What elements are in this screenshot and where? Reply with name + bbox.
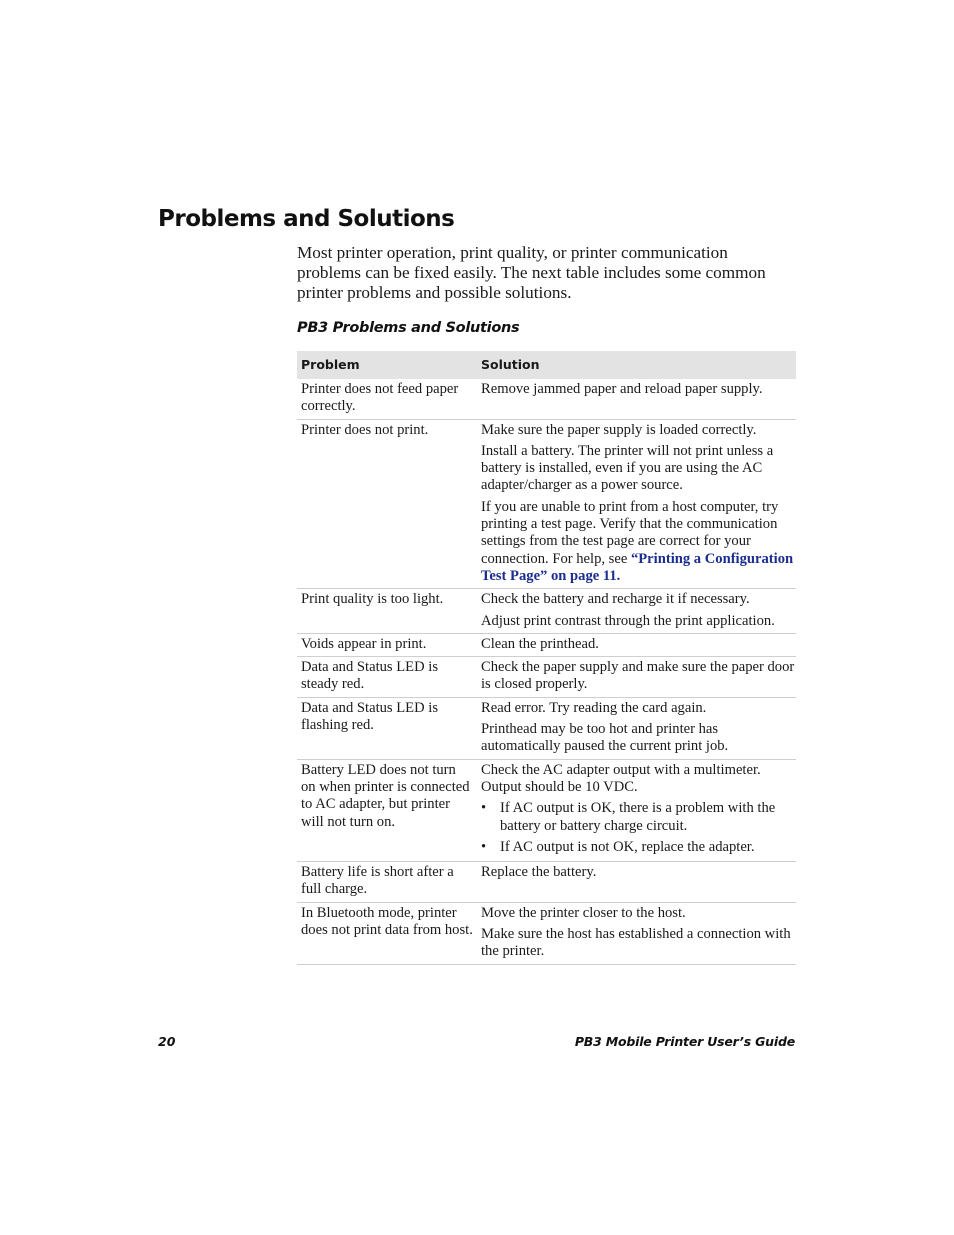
problem-cell: Data and Status LED is flashing red. [297,697,477,759]
solution-text: Check the battery and recharge it if necessary. [481,591,750,608]
solution-text: Install a battery. The printer will not print unless a battery is installed, even if you are using the AC adapter/charger as a power source. [481,442,774,494]
problem-cell: Battery LED does not turn on when printer is connected to AC adapter, but printer will not turn on. [297,759,477,861]
solution-text [481,499,796,585]
table-row [297,759,796,861]
problem-cell: Print quality is too light. [297,589,477,634]
solution-cell [477,902,796,964]
solution-cell [477,419,796,589]
problem-cell: Data and Status LED is steady red. [297,657,477,698]
config-test-page-link[interactable]: “Printing a Configuration Test Page” on page 11. [481,550,794,584]
footer-page-number: 20 [158,1034,176,1049]
table-row [297,419,796,589]
section-heading: Problems and Solutions [158,206,455,232]
problem-cell: Voids appear in print. [297,633,477,656]
column-header-problem: Problem [297,351,477,379]
solution-cell [477,697,796,759]
solution-text: Move the printer closer to the host. [481,904,686,921]
solution-text: Make sure the host has established a connection with the printer. [481,926,791,960]
footer-guide-title: PB3 Mobile Printer User’s Guide [574,1034,795,1049]
solution-text-part: If you are unable to print from a host computer, try printing a test page. Verify that the communication settings from the test page are correct for your connection. For help, see [481,498,779,567]
solution-text: Remove jammed paper and reload paper supply. [481,381,763,397]
table-row [297,697,796,759]
solution-text: Make sure the paper supply is loaded correctly. [481,421,757,438]
solution-bullet-list [481,800,796,856]
solution-cell [477,379,796,419]
solution-text: Read error. Try reading the card again. [481,699,707,716]
solution-cell [477,759,796,861]
table-row [297,862,796,903]
solution-cell [477,589,796,634]
solution-cell [477,657,796,698]
problem-cell: Printer does not print. [297,419,477,589]
bullet-item: • If AC output is OK, there is a problem with the battery or battery charge circuit. [481,800,796,835]
table-row [297,379,796,419]
solution-text: Replace the battery. [481,864,597,881]
solution-text: Clean the printhead. [481,635,599,652]
column-header-solution: Solution [477,351,796,379]
table-row [297,902,796,964]
solution-cell [477,862,796,903]
table-caption: PB3 Problems and Solutions [297,320,520,336]
intro-paragraph: Most printer operation, print quality, or printer communication problems can be fixed easily. The next table includes some common printer problems and possible solutions. [297,243,766,302]
solution-text: Printhead may be too hot and printer has automatically paused the current print job. [481,721,729,755]
problems-solutions-table [297,351,796,965]
table-row [297,633,796,656]
problem-cell: In Bluetooth mode, printer does not print data from host. [297,902,477,964]
problem-cell: Printer does not feed paper correctly. [297,379,477,419]
table-row [297,589,796,634]
solution-text: Check the paper supply and make sure the paper door is closed properly. [481,659,795,693]
solution-text: Adjust print contrast through the print application. [481,612,775,629]
table-row [297,657,796,698]
problem-cell: Battery life is short after a full charge. [297,862,477,903]
solution-cell [477,633,796,656]
solution-text: Check the AC adapter output with a multimeter. Output should be 10 VDC. [481,761,761,795]
table-header-row [297,351,796,379]
bullet-item: • If AC output is not OK, replace the adapter. [481,839,796,856]
